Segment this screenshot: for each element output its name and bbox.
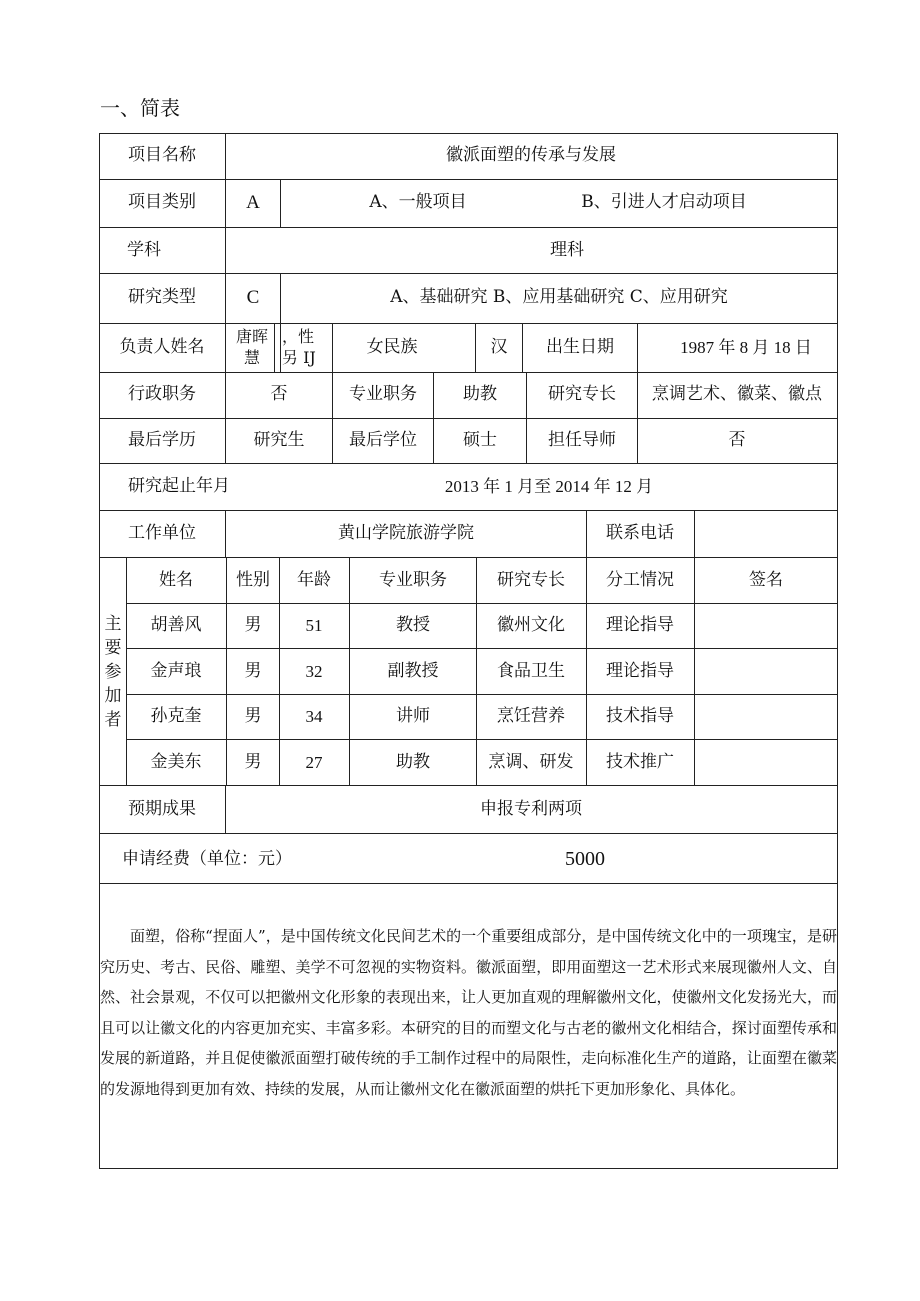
table-row-title: 副教授 bbox=[387, 661, 439, 681]
table-row-gender: 男 bbox=[244, 752, 262, 772]
birth-label: 出生日期 bbox=[546, 337, 614, 357]
discipline-label: 学科 bbox=[127, 240, 161, 260]
header-role: 分工情况 bbox=[606, 570, 674, 590]
leader-name-line1: 唐晖 bbox=[235, 327, 269, 346]
admin-label: 行政职务 bbox=[128, 384, 196, 404]
header-age: 年龄 bbox=[297, 570, 331, 590]
discipline-value: 理科 bbox=[550, 240, 584, 260]
outcome-value: 申报专利两项 bbox=[480, 799, 582, 819]
header-name: 姓名 bbox=[159, 570, 193, 590]
funding-label: 申请经费（单位：元） bbox=[122, 849, 292, 869]
birth-value: 1987 年 8 月 18 日 bbox=[680, 338, 812, 357]
leader-name-label: 负责人姓名 bbox=[119, 337, 205, 357]
leader-name-line2: 慧 bbox=[243, 348, 261, 367]
table-row-role: 技术指导 bbox=[606, 706, 674, 726]
supervisor-label: 担任导师 bbox=[548, 430, 616, 450]
supervisor-value: 否 bbox=[728, 430, 746, 450]
research-type-value: C bbox=[246, 287, 260, 308]
category-option-a: A、一般项目 bbox=[369, 192, 467, 212]
table-row-name: 金声琅 bbox=[150, 661, 202, 681]
period-label: 研究起止年月 bbox=[128, 476, 230, 496]
header-specialty: 研究专长 bbox=[497, 570, 565, 590]
table-row-name: 胡善风 bbox=[150, 615, 202, 635]
ethnicity-value: 汉 bbox=[490, 337, 508, 357]
table-row-gender: 男 bbox=[244, 706, 262, 726]
gender-value: 女民族 bbox=[366, 337, 418, 357]
table-row-specialty: 食品卫生 bbox=[497, 661, 565, 681]
table-row-age: 32 bbox=[305, 662, 323, 681]
header-title: 专业职务 bbox=[379, 570, 447, 590]
gender-label-line2: 另 IJ bbox=[282, 348, 316, 367]
phone-label: 联系电话 bbox=[606, 523, 674, 543]
degree-label: 最后学位 bbox=[349, 430, 417, 450]
participants-side-label: 主要参加者 bbox=[104, 614, 122, 730]
table-row-title: 教授 bbox=[396, 615, 430, 635]
specialty-value: 烹调艺术、徽菜、徽点 bbox=[652, 384, 822, 404]
table-row-specialty: 烹饪营养 bbox=[497, 706, 565, 726]
admin-value: 否 bbox=[270, 384, 288, 404]
table-row-role: 技术推广 bbox=[606, 752, 674, 772]
research-type-options: A、基础研究 B、应用基础研究 C、应用研究 bbox=[390, 287, 728, 307]
research-type-label: 研究类型 bbox=[128, 287, 196, 307]
period-value: 2013 年 1 月至 2014 年 12 月 bbox=[444, 477, 654, 496]
table-row-age: 27 bbox=[305, 753, 323, 772]
project-category-label: 项目类别 bbox=[128, 192, 196, 212]
summary-paragraph: 面塑，俗称“捏面人”，是中国传统文化民间艺术的一个重要组成部分，是中国传统文化中的一项瑰宝，是研究历史、考古、民俗、雕塑、美学不可忽视的实物资料。徽派面塑，即用面塑这一艺术形式来展现徽州人文、自然、社会景观，不仅可以把徽州文化形象的表现出来，让人更加直观的理解徽州文化，使徽州文化发扬光大，而且可以让徽文化的内容更加充实、丰富多彩。本研究的目的而塑文化与古老的徽州文化相结合，探讨面塑传承和发展的新道路，并且促使徽派面塑打破传统的手工制作过程中的局限性，走向标准化生产的道路，让面塑在徽菜的发源地得到更加有效、持续的发展，从而让徽州文化在徽派面塑的烘托下更加形象化、具体化。 bbox=[100, 927, 837, 1098]
table-row-specialty: 烹调、研发 bbox=[488, 752, 574, 772]
education-value: 研究生 bbox=[253, 430, 305, 450]
table-row-role: 理论指导 bbox=[606, 661, 674, 681]
table-row-name: 金美东 bbox=[150, 752, 202, 772]
table-row-role: 理论指导 bbox=[606, 615, 674, 635]
project-name-label: 项目名称 bbox=[128, 145, 196, 165]
project-category-value: A bbox=[246, 192, 260, 213]
work-unit-label: 工作单位 bbox=[128, 523, 196, 543]
table-row-gender: 男 bbox=[244, 615, 262, 635]
degree-value: 硕士 bbox=[463, 430, 497, 450]
specialty-label: 研究专长 bbox=[548, 384, 616, 404]
project-name-value: 徽派面塑的传承与发展 bbox=[446, 145, 616, 165]
title-value: 助教 bbox=[463, 384, 497, 404]
category-option-b: B、引进人才启动项目 bbox=[581, 192, 747, 212]
work-unit-value: 黄山学院旅游学院 bbox=[338, 523, 474, 543]
header-gender: 性别 bbox=[236, 570, 270, 590]
table-row-title: 讲师 bbox=[396, 706, 430, 726]
education-label: 最后学历 bbox=[128, 430, 196, 450]
title-label: 专业职务 bbox=[349, 384, 417, 404]
table-row-name: 孙克奎 bbox=[150, 706, 202, 726]
section-title: 一、简表 bbox=[100, 96, 180, 120]
table-row-age: 34 bbox=[305, 707, 323, 726]
header-signature: 签名 bbox=[749, 570, 783, 590]
outcome-label: 预期成果 bbox=[128, 799, 196, 819]
table-row-age: 51 bbox=[305, 616, 323, 635]
gender-label-line1: ，性 bbox=[282, 327, 315, 346]
funding-value: 5000 bbox=[565, 848, 605, 870]
table-row-gender: 男 bbox=[244, 661, 262, 681]
table-row-title: 助教 bbox=[396, 752, 430, 772]
table-row-specialty: 徽州文化 bbox=[497, 615, 565, 635]
